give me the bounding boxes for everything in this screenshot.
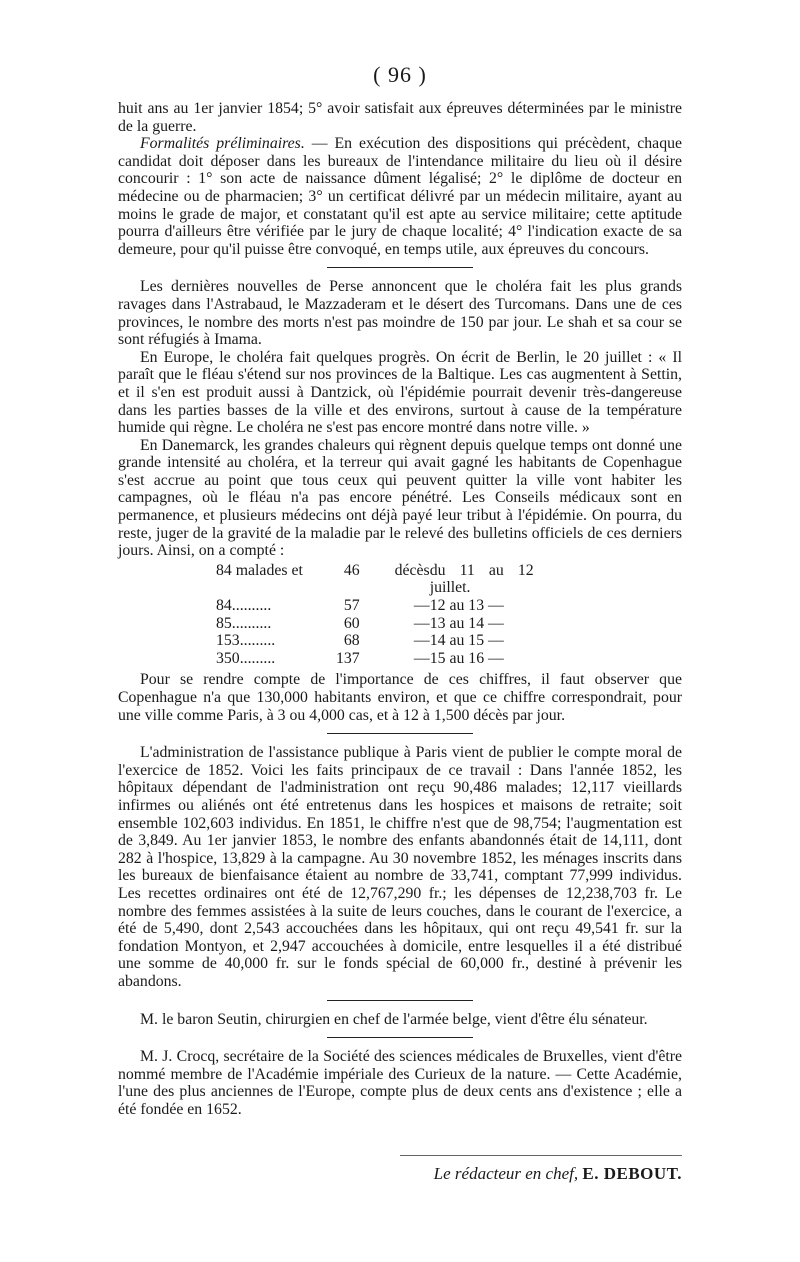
paragraph-public-assistance: L'administration de l'assistance publique à Paris vient de publier le compte moral de l'exercice de 1852. Voici les faits principaux de ce travail : Dans l'année 1852, les hôpitaux dépendant de l'administration ont reçu 90,486 malades; 12,117 vieillards infirmes ou aliénés ont été entretenus dans les hospices et maisons de retraite; soit ensemble 102,603 individus. En 1851, le chiffre n'est que de 98,754; l'augmentation est de 3,849. Au 1er janvier 1853, le nombre des enfants abandonnés était de 14,111, dont 282 à l'hospice, 13,829 à la campagne. Au 30 novembre 1852, les ménages inscrits dans les bureaux de bienfaisance étaient au nombre de 33,741, comptant 77,999 individus. Les recettes ordinaires ont été de 12,767,290 fr.; les dépenses de 12,238,703 fr. Le nombre des femmes assistées à la suite de leurs couches, dans le courant de l'exercice, a été de 5,490, dont 2,543 accouchées dans les hôpitaux, qui ont reçu 49,541 fr. sur la fondation Montyon, et 2,947 accouchées à domicile, entre lesquelles il a été distribué une somme de 40,000 fr. sur le fonds spécial de 60,000 fr., destiné à prévenir les abandons.	[118, 744, 682, 990]
stats-deaths-label: décès	[394, 561, 430, 579]
signature-name: E. DEBOUT.	[582, 1164, 682, 1183]
stats-deaths: 137	[336, 649, 360, 667]
stats-row	[216, 650, 534, 668]
stats-row	[216, 562, 534, 597]
stats-cases: 85..........	[216, 614, 272, 632]
stats-deaths: 68	[343, 632, 360, 650]
paragraph-copenhagen-comparison: Pour se rendre compte de l'importance de ces chiffres, il faut observer que Copenhague n'a que 130,000 habitants environ, et que ce chiffre correspondrait, pour une ville comme Paris, à 3 ou 4,000 cas, et à 12 à 1,500 décès par jour.	[118, 671, 682, 724]
cholera-stats-table	[216, 562, 534, 668]
stats-period: 14 au 15 —	[429, 632, 504, 650]
article-body	[118, 100, 682, 1118]
stats-deaths-label: —	[413, 597, 430, 615]
stats-row	[216, 615, 534, 633]
stats-cases: 153.........	[216, 632, 276, 650]
paragraph-crocq: M. J. Crocq, secrétaire de la Société des sciences médicales de Bruxelles, vient d'être nommé membre de l'Académie impériale des Curieux de la nature. — Cette Académie, l'une des plus anciennes de l'Europe, compte plus de deux cents ans d'existence ; elle a été fondée en 1652.	[118, 1048, 682, 1118]
stats-deaths-label: —	[413, 614, 430, 632]
stats-cases: 84..........	[216, 597, 272, 615]
stats-deaths: 60	[343, 614, 360, 632]
paragraph-denmark-cholera: En Danemarck, les grandes chaleurs qui règnent depuis quelque temps ont donné une grande intensité au choléra, et la terreur qui avait gagné les habitants de Copenhague s'est accrue au point que tous ceux qui peuvent quitter la ville vont habiter les campagnes, où le fléau n'a pas encore pénétré. Les Conseils médicaux sont en permanence, et plusieurs médecins ont déjà payé leur tribut à l'épidémie. On pourra, du reste, juger de la gravité de la maladie par le relevé des bulletins officiels de ces derniers jours. Ainsi, on a compté :	[118, 436, 682, 560]
stats-period: 13 au 14 —	[429, 614, 504, 632]
stats-period: 12 au 13 —	[429, 597, 504, 615]
stats-period: 15 au 16 —	[429, 649, 504, 667]
footer-rule	[400, 1155, 682, 1156]
stats-deaths: 57	[343, 597, 360, 615]
stats-cases: 84 malades et	[216, 561, 303, 579]
formalities-text: — En exécution des dispositions qui précèdent, chaque candidat doit déposer dans les bureaux de l'intendance militaire du lieu où il désire concourir : 1° son acte de naissance dûment légalisé; 2° le diplôme de docteur en médecine ou de pharmacien; 3° un certificat délivré par un médecin militaire, ayant au moins le grade de major, et constatant qu'il est apte au service militaire; cette aptitude pourra d'ailleurs être vérifiée par le jury de chaque localité; 4° l'indication exacte de sa demeure, pour qu'il puisse être convoqué, en temps utile, aux épreuves du concours.	[118, 135, 682, 258]
section-divider	[327, 1000, 473, 1001]
section-divider	[327, 267, 473, 268]
paragraph-europe-cholera: En Europe, le choléra fait quelques progrès. On écrit de Berlin, le 20 juillet : « Il paraît que le fléau s'étend sur nos provinces de la Baltique. Les cas augmentent à Settin, et il s'en est produit aussi à Dantzick, où l'épidémie pourrait devenir très-dangereuse dans les parties basses de la ville et des environs, surtout à cause de la température humide qui règne. Le choléra ne s'est pas encore montré dans notre ville. »	[118, 348, 682, 437]
paragraph-persia-cholera: Les dernières nouvelles de Perse annoncent que le choléra fait les plus grands ravages dans l'Astrabaud, le Mazzaderam et le désert des Turcomans. Dans une de ces provinces, le nombre des morts n'est pas moindre de 150 par jour. Le shah et sa cour se sont réfugiés à Imama.	[118, 278, 682, 349]
stats-row	[216, 632, 534, 650]
stats-row	[216, 597, 534, 615]
stats-deaths-label: —	[413, 632, 430, 650]
stats-deaths-label: —	[413, 649, 430, 667]
paragraph-formalities	[118, 135, 682, 258]
signature-role: Le rédacteur en chef,	[433, 1164, 579, 1183]
paragraph-seutin: M. le baron Seutin, chirurgien en chef de l'armée belge, vient d'être élu sénateur.	[140, 1010, 648, 1028]
stats-period: du 11 au 12 juillet.	[429, 561, 534, 597]
page-number: ( 96 )	[373, 62, 427, 87]
formalities-heading: Formalités préliminaires.	[140, 135, 305, 153]
section-divider	[327, 733, 473, 734]
editor-signature	[410, 1164, 682, 1184]
paragraph-exam-conditions: huit ans au 1er janvier 1854; 5° avoir satisfait aux épreuves déterminées par le ministre de la guerre.	[118, 100, 682, 135]
stats-deaths: 46	[343, 561, 360, 579]
section-divider	[327, 1037, 473, 1038]
stats-cases: 350.........	[216, 649, 276, 667]
